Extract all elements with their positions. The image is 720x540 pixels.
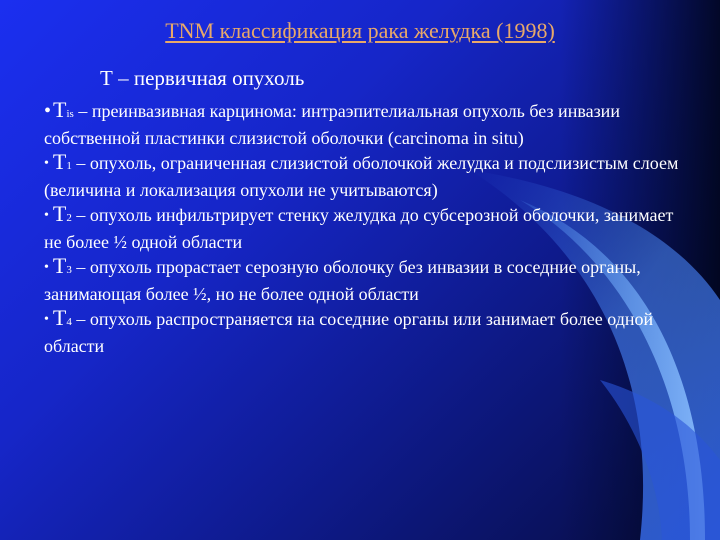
stage-letter: T [52, 305, 67, 330]
stage-subscript: 3 [66, 264, 72, 276]
stage-description: – опухоль прорастает серозную оболочку без инвазии в соседние органы, занимающая более ½, но не более одной области [44, 257, 641, 304]
bullet-icon: • [44, 100, 52, 122]
slide-title: TNM классификация рака желудка (1998) [165, 18, 555, 43]
list-item-t4 [44, 306, 694, 358]
stage-description: – опухоль инфильтрирует стенку желудка до субсерозной оболочки, занимает не более ½ одной области [44, 205, 674, 252]
stage-description: – преинвазивная карцинома: интраэпителиальная опухоль без инвазии собственной пластинки слизистой оболочки (carcinoma in situ) [44, 101, 620, 148]
stage-letter: T [53, 97, 67, 122]
stage-subscript: is [66, 108, 74, 120]
slide-subtitle: Т – первичная опухоль [100, 66, 305, 90]
stage-letter: T [52, 149, 67, 174]
list-item-t3 [44, 254, 694, 306]
stage-description: – опухоль распространяется на соседние органы или занимает более одной области [44, 309, 654, 356]
stage-letter: T [52, 253, 67, 278]
stage-subscript: 1 [66, 160, 72, 172]
stage-subscript: 4 [66, 316, 72, 328]
list-item-t2 [44, 202, 694, 254]
classification-list [44, 98, 694, 358]
stage-subscript: 2 [66, 212, 72, 224]
bullet-icon: • [44, 208, 49, 223]
bullet-icon: • [44, 260, 49, 275]
stage-letter: T [52, 201, 67, 226]
stage-description: – опухоль, ограниченная слизистой оболочкой желудка и подслизистым слоем (величина и локализация опухоли не учитываются) [44, 153, 679, 200]
list-item-tis [44, 98, 694, 150]
bullet-icon: • [44, 156, 49, 171]
list-item-t1 [44, 150, 694, 202]
bullet-icon: • [44, 312, 49, 327]
